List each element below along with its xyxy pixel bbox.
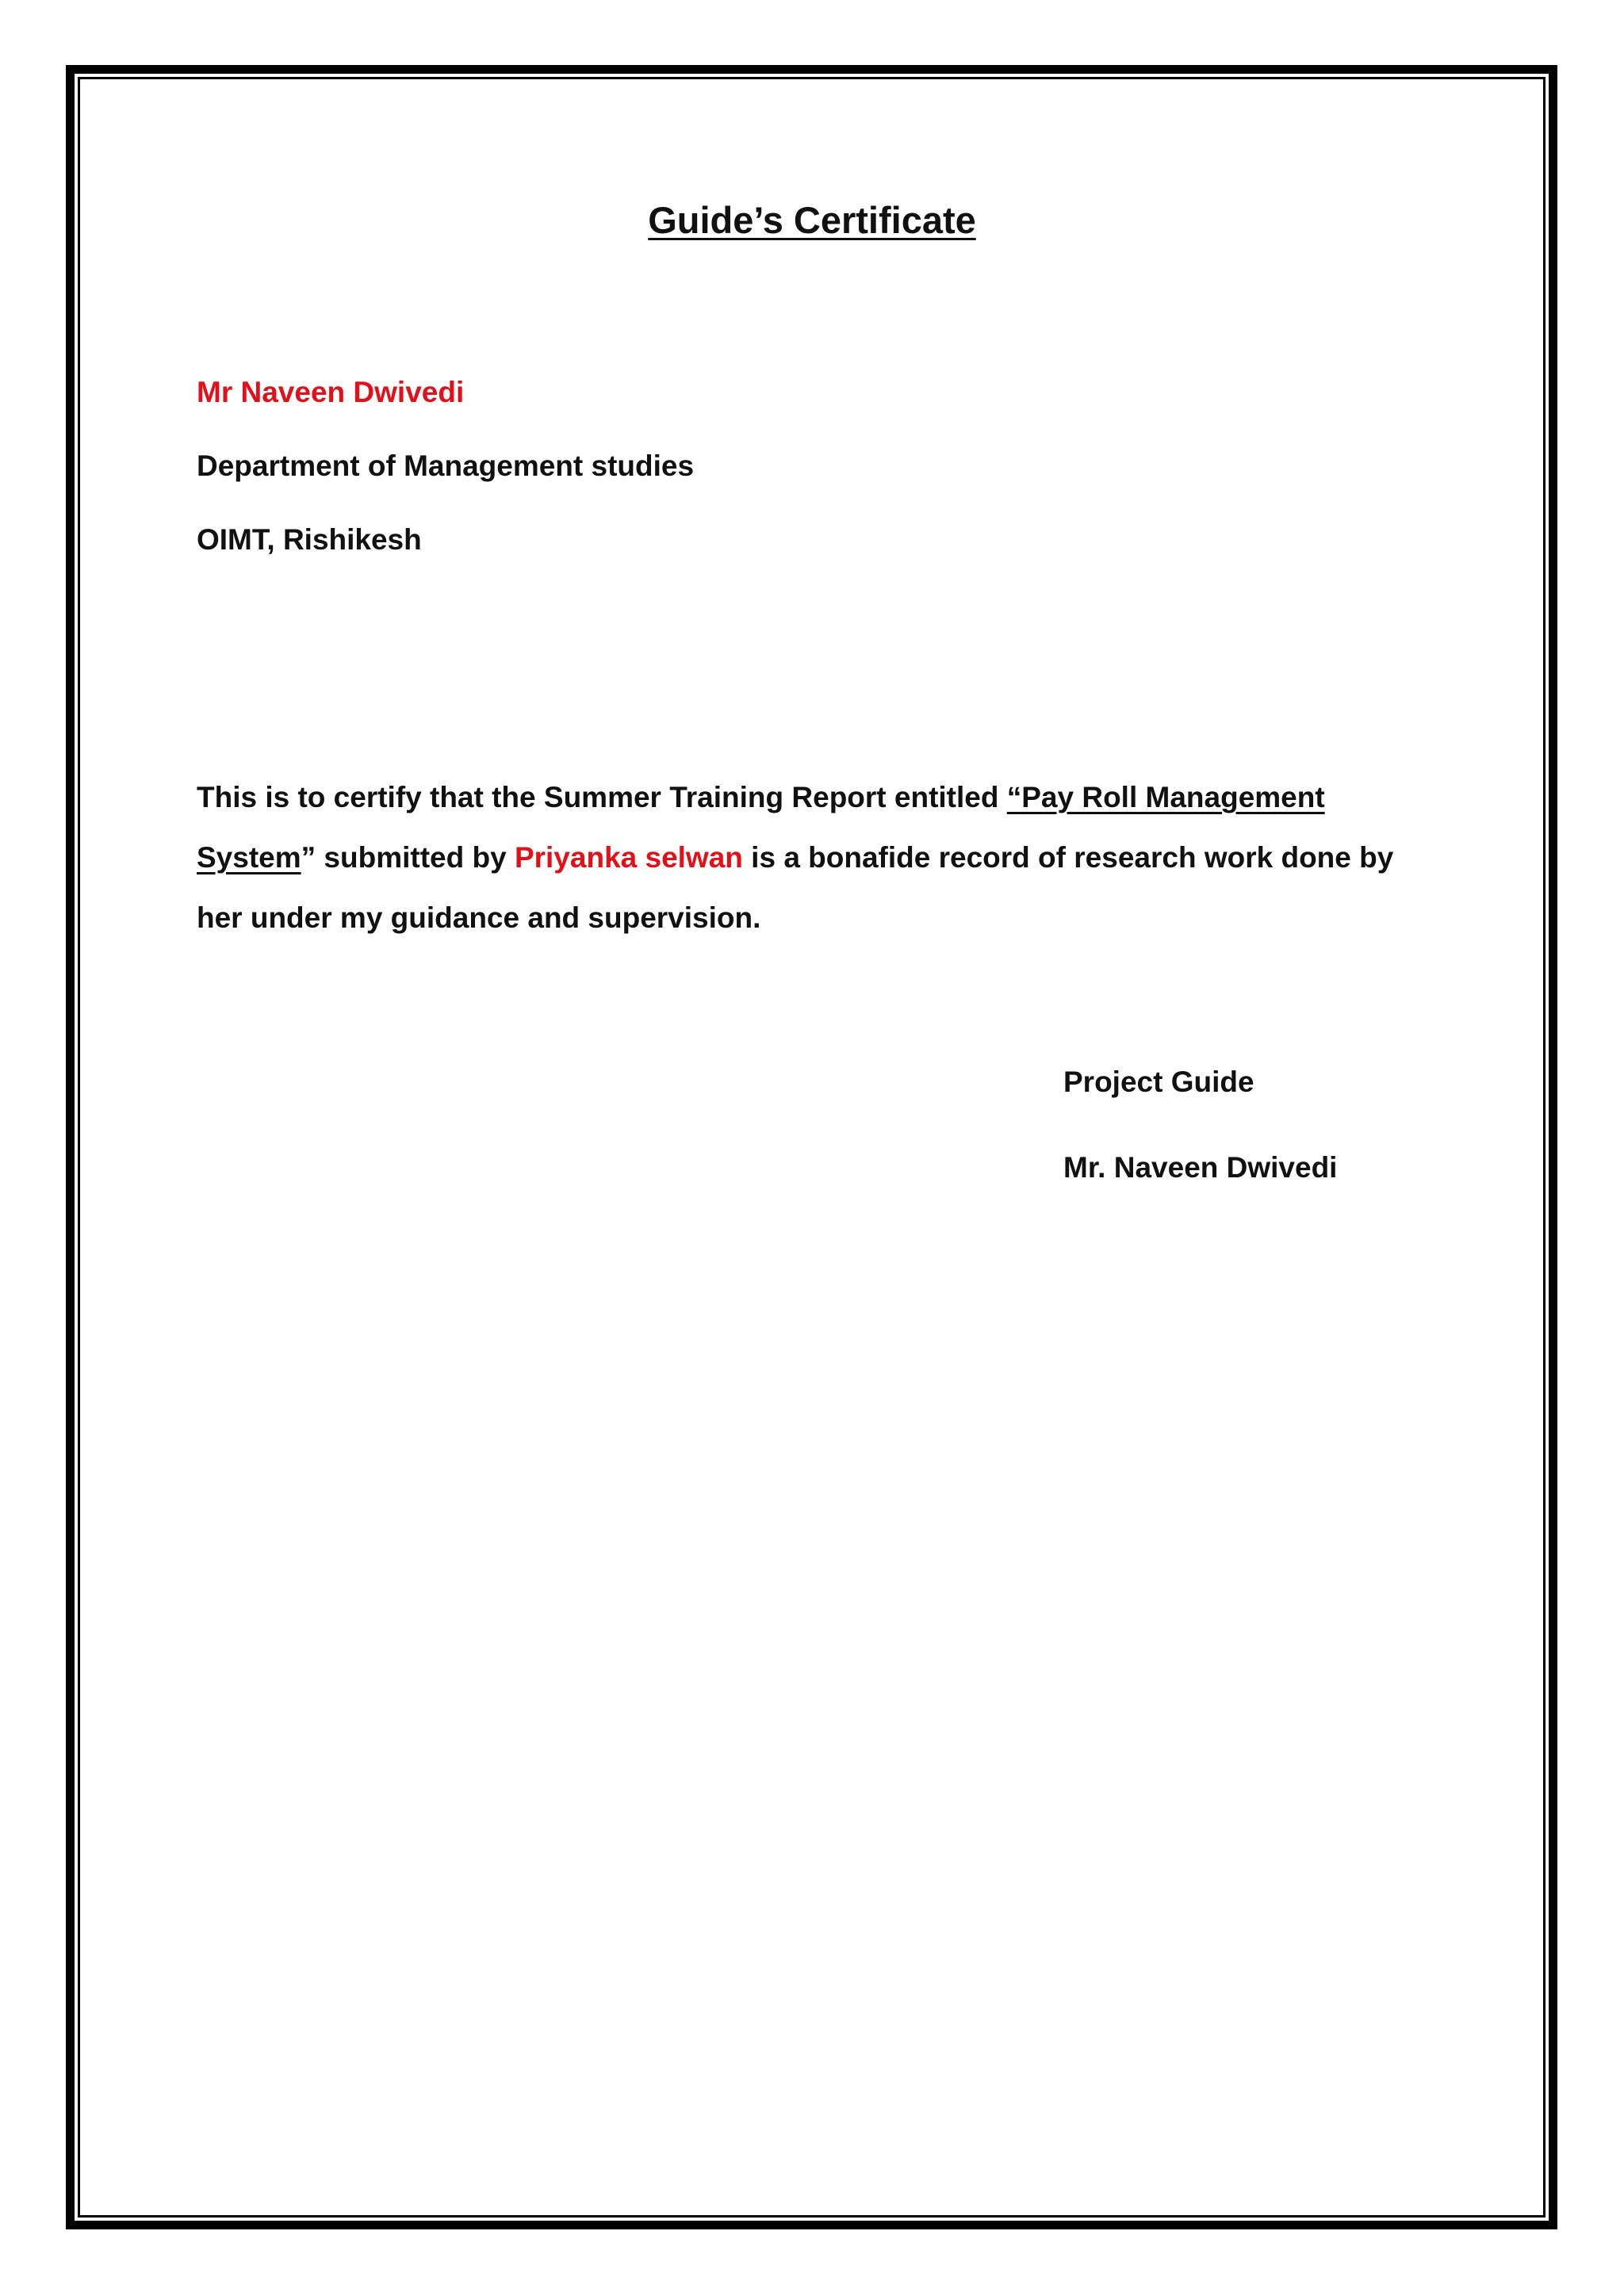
signature-block xyxy=(1063,1062,1337,1234)
certificate-title-text: Guide’s Certificate xyxy=(648,199,976,241)
certification-paragraph xyxy=(197,767,1442,948)
signature-role: Project Guide xyxy=(1063,1066,1254,1098)
report-title-closing-quote: ” xyxy=(301,841,316,874)
student-name: Priyanka selwan xyxy=(514,841,743,874)
guide-department: Department of Management studies xyxy=(197,450,695,482)
guide-name: Mr Naveen Dwivedi xyxy=(197,376,465,408)
signature-name: Mr. Naveen Dwivedi xyxy=(1063,1151,1338,1184)
guide-institution: OIMT, Rishikesh xyxy=(197,523,422,556)
report-title: “Pay Roll Management System xyxy=(197,781,1325,874)
certification-text-part1: This is to certify that the Summer Training Report entitled xyxy=(197,781,1007,813)
guide-info-block xyxy=(197,373,694,594)
certification-text-part3: is a bonafide record of research work done by her under my guidance and supervision. xyxy=(197,841,1394,934)
certification-text-part2: submitted by xyxy=(316,841,515,874)
certificate-title xyxy=(0,197,1624,244)
